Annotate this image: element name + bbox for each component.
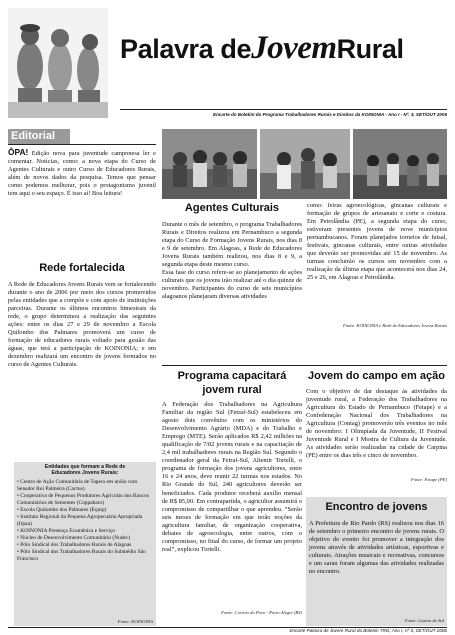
editorial-paragraph-2: Temos que pensar como podemos melhorar, pois o protagonismo juvenil tem aqui o seu espaço. É isso aí! Boa leitura! bbox=[8, 174, 156, 198]
agentes-paragraph-1: Durante o mês de setembro, o programa Trabalhadores Rurais e Direitos realizou em Pernambuco a segunda etapa do Curso de Formação Jovens Rurais, nos dias 8 e 9 de setembro. Em Alagoas, a Rede de Educadores Jovens Rurais também realizou, nos dias 8 e 9, a segunda etapa deste mesmo curso. bbox=[162, 221, 302, 269]
agentes-col-1 bbox=[162, 221, 302, 301]
list-item: • Pólo Sindical dos Trabalhadores Rurais de Alagoas bbox=[17, 542, 132, 549]
list-item: • Cooperativa de Pequenos Produtores Agrícolas dos Bancos Comunitários de Sementes (Coppabacs) bbox=[17, 492, 149, 506]
list-item: • Pólo Sindical dos Trabalhadores Rurais do Submédio São Francisco bbox=[17, 549, 146, 563]
programa-section bbox=[162, 370, 302, 626]
programa-title-line-1: Programa capacitará bbox=[177, 370, 287, 382]
list-item: • Instituto Regional da Pequena Agropecuária Apropriada (Irpaa) bbox=[17, 514, 143, 528]
rede-text bbox=[8, 281, 156, 370]
youth-activity-photo-icon bbox=[260, 129, 350, 199]
editorial-lead: ÔPA! bbox=[8, 147, 29, 157]
editorial-paragraph-1: Edição nova para juventude camponesa ler e comentar. Notícias, como: a nova etapa do Curso de Agentes Culturais e outro Curso de Educadores Rurais, além de novos dados da pesquisa. bbox=[8, 150, 156, 182]
rede-credit: Fonte: KOINONIA bbox=[117, 619, 153, 624]
encontro-text bbox=[309, 520, 444, 576]
editorial-label: Editorial bbox=[8, 129, 70, 144]
title-right: Rural bbox=[336, 34, 404, 64]
masthead bbox=[8, 8, 447, 123]
rede-entities-list bbox=[17, 479, 153, 564]
agentes-paragraph-2: Essa fase do curso refere-se ao planejamento de ações culturais que os jovens irão realizar até o dia quinze de novembro. Participantes do curso de seis municípios alagoanos planejaram diversas atividades bbox=[162, 269, 302, 301]
editorial-text bbox=[8, 148, 156, 198]
encontro-section bbox=[306, 497, 447, 626]
list-item: • Núcleo de Desenvolvimento Comunitário (Nudec) bbox=[17, 535, 131, 542]
encontro-credit: Fonte: Gazeta do Sul bbox=[404, 618, 444, 623]
agentes-col-2 bbox=[307, 202, 447, 282]
masthead-tagline: Encarte do Boletim do Programa Trabalhadores Rurais e Direitos da KOINONIA - Ano I - Nº. 3, SET/OUT 2006 bbox=[213, 112, 447, 117]
agentes-credit: Fonte: KOINONIA e Rede de Educadores Jovens Rurais bbox=[343, 323, 447, 328]
masthead-title bbox=[120, 30, 445, 80]
masthead-rule bbox=[120, 109, 447, 110]
jovem-campo-title: Jovem do campo em ação bbox=[308, 370, 445, 382]
jovem-campo-credit: Fonte: Fetape (PE) bbox=[411, 477, 447, 482]
encontro-paragraph: A Prefeitura de Rio Pardo (RS) realizou nos dias 16 de setembro o primeiro encontro de jovens rurais. O objetivo do evento foi promover a integração dos jovens através de atividades artísticas, esportivas e culturais. Atrações musicais e recreativas, concursos e um sarau foram algumas das atividades realizadas no encontro. bbox=[309, 520, 444, 576]
list-item: • KOINONIA Presença Ecumênica e Serviço bbox=[17, 528, 116, 535]
programa-text bbox=[162, 401, 302, 554]
footer-text: Encarte Palavra de Jovem Rural do Boletim TRD, Ano I, nº 3, SET/OUT 2006 bbox=[289, 628, 447, 633]
jovem-campo-section bbox=[306, 370, 447, 490]
rede-section bbox=[8, 262, 156, 626]
jovem-campo-text bbox=[306, 388, 447, 460]
list-item: • Centro de Ação Comunitária de Tapera em união com Senador Rui Palmeira (Cactus) bbox=[17, 478, 138, 492]
title-script: Jovem bbox=[251, 30, 337, 66]
photo-1 bbox=[162, 129, 257, 199]
editorial-section bbox=[8, 129, 156, 257]
rede-title: Rede fortalecida bbox=[39, 262, 125, 274]
programa-title-line-2: jovem rural bbox=[202, 383, 262, 396]
editorial-rule bbox=[8, 144, 156, 145]
youth-group-photo-icon bbox=[162, 129, 257, 199]
encontro-title: Encontro de jovens bbox=[325, 501, 428, 513]
divider-mid bbox=[162, 365, 447, 366]
photo-3 bbox=[353, 129, 447, 199]
programa-paragraph: A Federação dos Trabalhadores na Agricultura Familiar da região Sul (Fetraf-Sul) estabeleceu em agosto dois convênios com os ministérios do Desenvolvimento Agrário (MDA) e do Trabalho e Emprego (MTE). Serão aplicados R$ 2,42 milhões na qualificação de 7/02 jovens rurais e na capacitação de 2,4 mil trabalhadores rurais na Região Sul. Segundo o coordenador geral da Fetraf-Sul, Altemir Tortelli, o programa de formação dos jovens agricultores, entre 16 e 24 anos, deve reunir 22 turmas nos estados. No Rio Grande do Sul, 240 agricultores deverão ser beneficiados. Cada produtor receberá auxílio mensal de R$ 85,00. Em contrapartida, o agricultor assumirá o compromisso de compartilhar o que aprendeu. “Serão seis meses de formação em que terão noções da agricultura familiar, de organização cooperativa, debates de agroecologia, entre outros, com o compromisso, no final do curso, de formar um projeto real”, explicou Tortelli. bbox=[162, 401, 302, 553]
photo-2 bbox=[260, 129, 350, 199]
agentes-paragraph-3: como: feiras agroecológicas, gincanas culturais e formação de grupos de artesanato e corte e costura. Em Petrolândia (PE), a segunda etapa do curso, estiveram presentes jovens de nove municípios pernambucanos. Foram planejados torneios de futsal, festivais, gincanas culturais, entre outras atividades que deverão ser promovidas até 15 de novembro. As turmas concluirão os cursos em novembro com a realização da última etapa que acontecerá nos dias 24, 25 e 26, em Alagoas e Petrolândia. bbox=[307, 202, 447, 282]
title-left: Palavra de bbox=[120, 34, 252, 64]
rede-box-title: Entidades que formam a Rede de Educadores Jovens Rurais: bbox=[44, 464, 126, 477]
list-item: • Escola Quilombo dos Palmares (Equip) bbox=[17, 507, 107, 513]
agentes-section bbox=[162, 202, 447, 362]
clay-figurines-icon bbox=[8, 8, 108, 118]
youth-meeting-photo-icon bbox=[353, 129, 447, 199]
agentes-title: Agentes Culturais bbox=[184, 202, 280, 214]
rede-entities-box bbox=[14, 462, 156, 626]
rede-paragraph: A Rede de Educadores Jovens Rurais vem se fortalecendo durante o ano de 2006 por meio dos cursos promovidos pelas entidades que a compõe e com apoio de instituições parceiras. Durante os últimos encontros bimestrais da rede, o grupo determinou a realização das seguintes ações: entre os dias 27 e 29 de novembro a Escola Quilombo dos Palmares promoverá um curso de formação de educadores rurais voltado para gestão das águas, que terá a participação de KOINONIA; e em dezembro realizará um encontro de jovens formados no curso de Agentes Culturais. bbox=[8, 281, 156, 369]
programa-title bbox=[162, 370, 302, 397]
jovem-campo-paragraph: Com o objetivo de dar destaque às atividades da juventude rural, a Federação dos Trabalhadores na Agricultura do Estado de Pernambuco (Fetape) e a Confederação Nacional dos Trabalhadores na Agricultura (Contag) promoverão três eventos no mês de novembro: I Olimpíada da Juventude, II Festival Juventude Rural e I Mostra de Cultura da Juventude. As atividades serão realizadas na cidade de Carpina (PE) entre os dias três e cinco de novembro. bbox=[306, 388, 447, 460]
programa-credit: Fonte: Correio do Povo - Porto Alegre (RS) bbox=[221, 610, 302, 615]
